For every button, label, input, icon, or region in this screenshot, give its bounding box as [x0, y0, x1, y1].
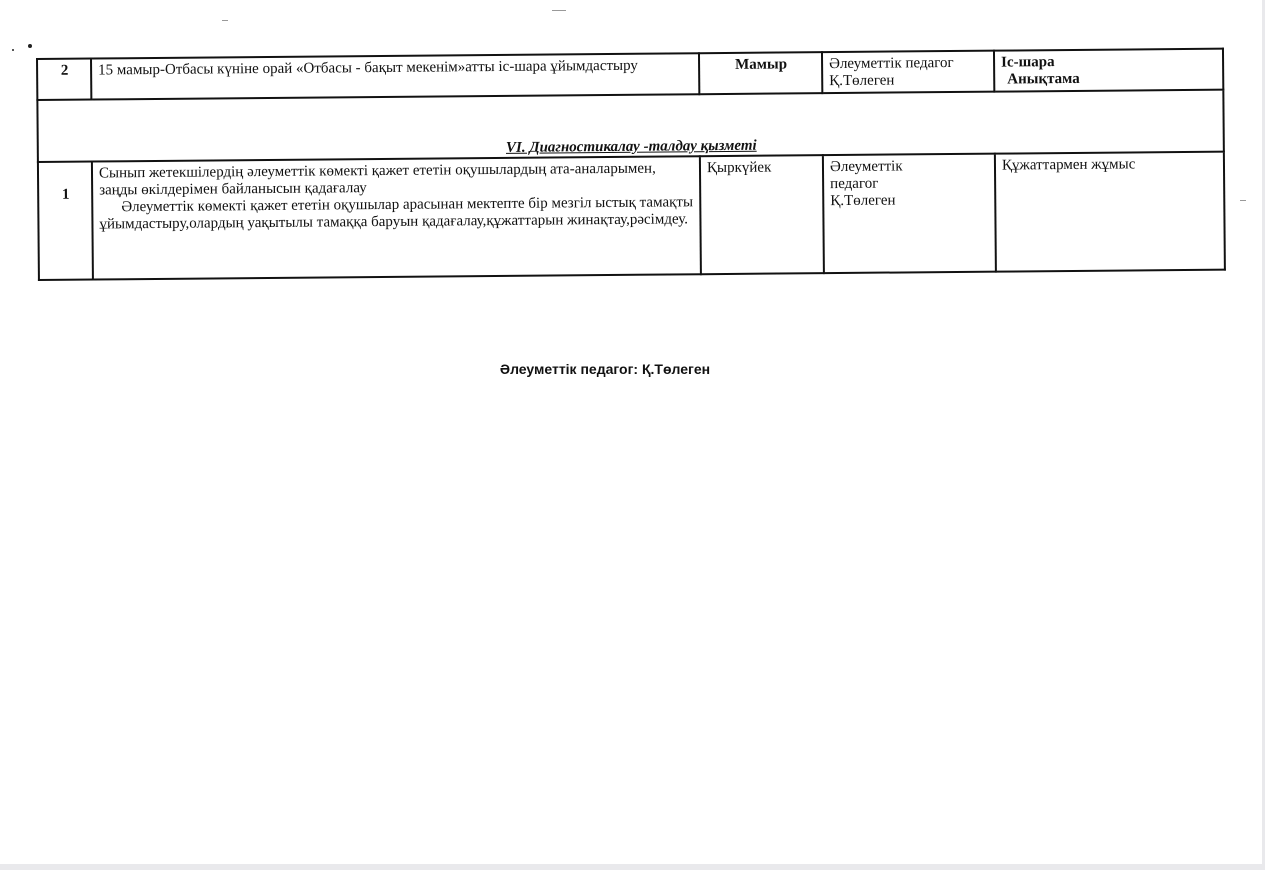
event-month: Мамыр: [699, 52, 822, 94]
responsible-role-2: педагог: [830, 175, 879, 193]
description-part-2: Әлеуметтік көмекті қажет ететін оқушылар арасынан мектепте бір мезгіл ыстық тамақты ұйымдастыру,олардың уақытылы тамаққа баруын қадағалау,құжаттарын жинақтау,рәсімдеу.: [99, 194, 694, 233]
scan-mark: [1240, 200, 1246, 201]
row-number: 2: [37, 59, 91, 100]
scan-mark: [552, 10, 566, 11]
scan-speck: [12, 49, 14, 51]
responsible-name: Қ.Төлеген: [829, 72, 895, 90]
responsible-name: Қ.Төлеген: [830, 192, 896, 210]
diagnostic-responsible: [823, 154, 996, 273]
scan-speck: [28, 44, 32, 48]
signature-line: Әлеуметтік педагог: Қ.Төлеген: [499, 361, 711, 377]
row-number-value: 1: [61, 186, 70, 203]
section-heading: VI. Диагностикалау -талдау қызметі: [37, 90, 1223, 162]
result-line-2: Анықтама: [1007, 70, 1080, 88]
event-description: 15 мамыр-Отбасы күніне орай «Отбасы - бақыт мекенім»атты іс-шара ұйымдастыру: [91, 53, 699, 99]
description-part-1: Сынып жетекшілердің әлеуметтік көмекті қажет ететін оқушылардың ата-аналарымен, заңды өкілдерімен байланысын қадағалау: [98, 160, 656, 199]
result-line-1: Іс-шара: [1001, 54, 1055, 71]
event-responsible: [822, 51, 994, 93]
diagnostic-result: Құжаттармен жұмыс: [995, 152, 1225, 272]
plan-table: [36, 48, 1226, 281]
row-number: [38, 162, 93, 280]
responsible-role: Әлеуметтік педагог: [829, 54, 954, 73]
table-row: [38, 152, 1225, 280]
diagnostic-month: Қыркүйек: [700, 155, 824, 274]
event-result: [994, 49, 1223, 92]
diagnostic-description: [92, 156, 701, 279]
scan-mark: [222, 20, 228, 21]
responsible-role-1: Әлеуметтік: [829, 158, 903, 176]
section-row: [37, 90, 1223, 162]
